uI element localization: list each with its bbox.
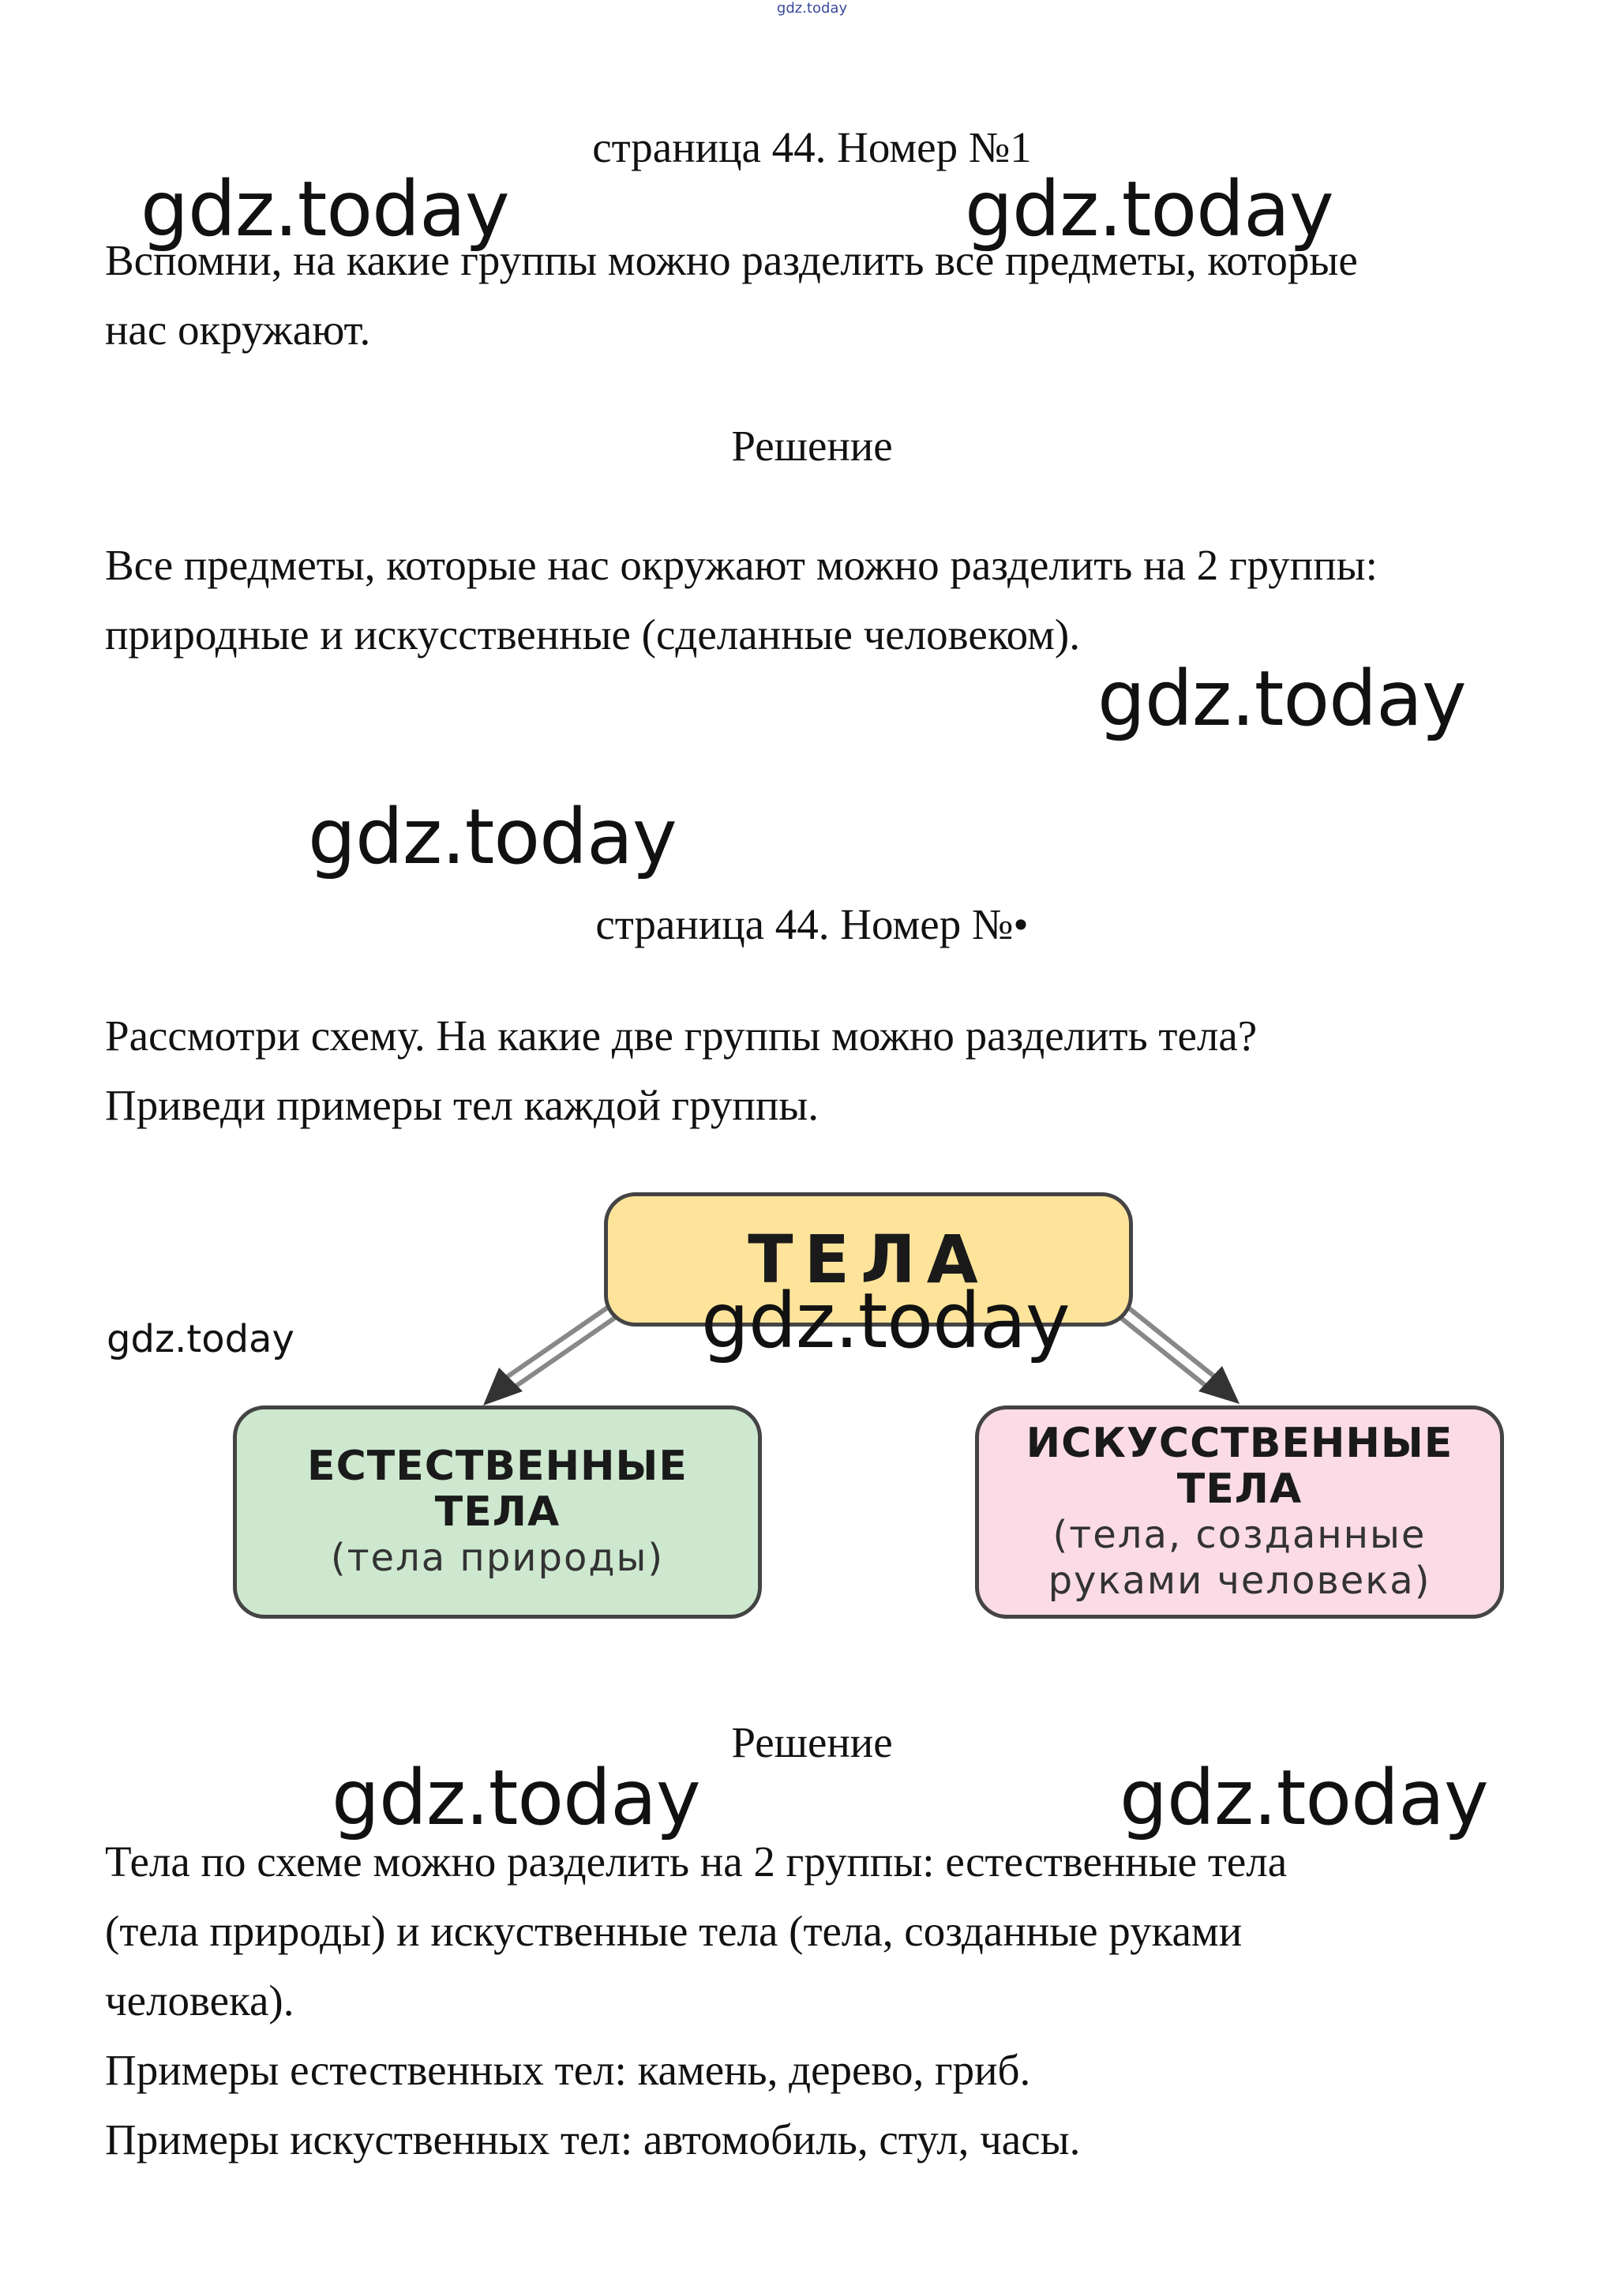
artificial-title-line2: ТЕЛА — [1176, 1466, 1303, 1513]
artificial-title-line1: ИСКУССТВЕННЫЕ — [1026, 1420, 1453, 1467]
section2-heading: страница 44. Номер №• — [595, 900, 1029, 948]
artificial-subtitle-line1: (тела, созданные — [1052, 1513, 1427, 1557]
bodies-title: ТЕЛА — [748, 1221, 989, 1298]
section1-solution-label: Решение — [731, 422, 893, 470]
watermark: gdz.today — [107, 1317, 294, 1361]
watermark: gdz.today — [1120, 1754, 1488, 1842]
natural-bodies-box — [233, 1405, 762, 1619]
watermark: gdz.today — [701, 1277, 1070, 1365]
top-watermark: gdz.today — [776, 0, 848, 17]
natural-title-line2: ТЕЛА — [434, 1488, 561, 1536]
artificial-bodies-box — [975, 1405, 1504, 1619]
section2-question: Рассмотри схему. На какие две группы можно разделить тела? Приведи примеры тел каждой группы. — [105, 1011, 1258, 1129]
section1-heading: страница 44. Номер №1 — [592, 123, 1032, 171]
section1-answer: Все предметы, которые нас окружают можно разделить на 2 группы: природные и искусственные (сделанные человеком). — [105, 541, 1378, 659]
watermark: gdz.today — [1097, 655, 1466, 743]
section2-solution-label: Решение — [731, 1718, 893, 1766]
bodies-diagram — [221, 1184, 1516, 1634]
watermark: gdz.today — [308, 793, 677, 881]
natural-subtitle: (тела природы) — [330, 1536, 665, 1580]
watermark: gdz.today — [965, 165, 1333, 253]
natural-title-line1: ЕСТЕСТВЕННЫЕ — [307, 1443, 688, 1490]
artificial-subtitle-line2: руками человека) — [1048, 1559, 1431, 1603]
watermark: gdz.today — [141, 165, 509, 253]
section2-answer: Тела по схеме можно разделить на 2 группы: естественные тела (тела природы) и искуственные тела (тела, созданные руками человека). Примеры естественных тел: камень, дерево, гриб. Примеры искуственных тел: автомобиль, стул, часы. — [105, 1837, 1288, 2164]
watermark: gdz.today — [332, 1754, 700, 1842]
section1-question: Вспомни, на какие группы можно разделить все предметы, которые нас окружают. — [105, 236, 1358, 354]
